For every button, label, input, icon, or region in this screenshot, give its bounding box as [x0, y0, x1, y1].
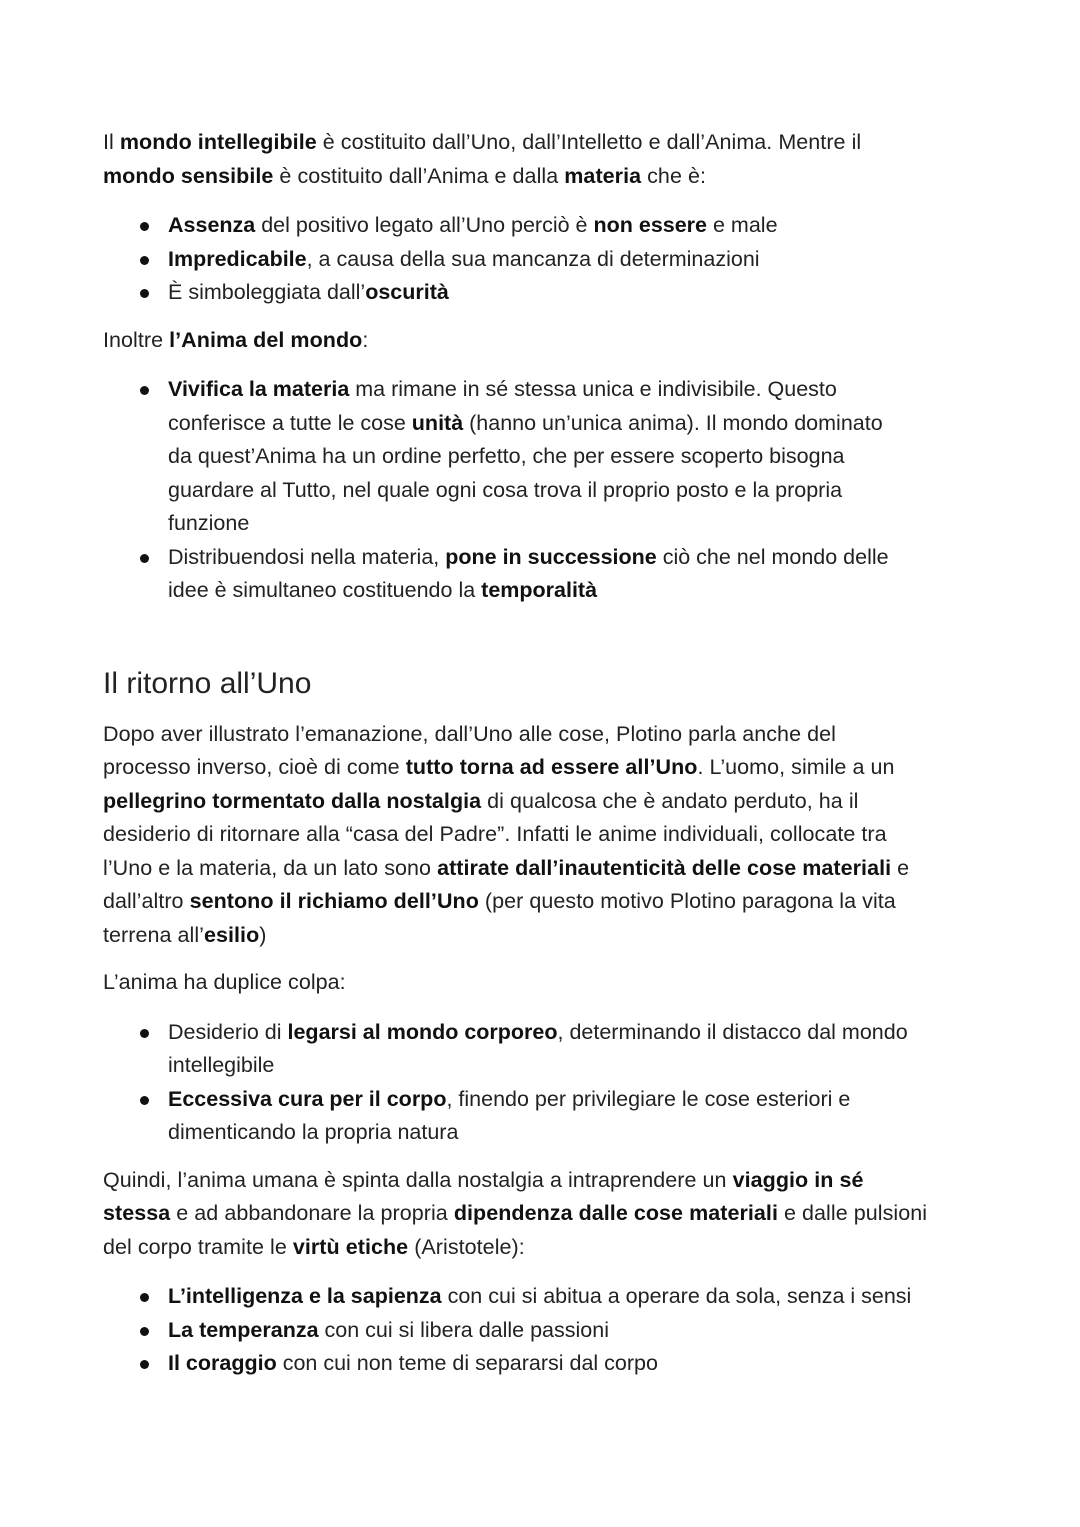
bold-text: unità: [411, 410, 464, 435]
paragraph-viaggio-in-se-stessa: [103, 1164, 983, 1265]
paragraph-anima-del-mondo: [103, 324, 983, 358]
text-run: del corpo tramite le: [103, 1234, 293, 1259]
text-run: , determinando il distacco dal mondo: [557, 1019, 908, 1044]
text-run: idee è simultaneo costituendo la: [168, 578, 482, 602]
list-duplice-colpa: [103, 1016, 983, 1150]
bold-text: materia: [564, 163, 642, 188]
bold-text: Assenza: [168, 213, 256, 237]
paragraph-duplice-colpa: [103, 966, 983, 1000]
text-run: con cui si abitua a operare da sola, senza i sensi: [441, 1284, 912, 1308]
bold-text: dipendenza dalle cose materiali: [453, 1201, 778, 1225]
bold-text: Eccessiva cura per il corpo: [168, 1086, 447, 1111]
bold-text: tutto torna ad essere all’Uno: [405, 755, 698, 779]
bold-text: oscurità: [365, 280, 449, 304]
text-run: l’Uno e la materia, da un lato sono: [103, 855, 438, 880]
text-run: Desiderio di: [168, 1019, 288, 1044]
text-run: conferisce a tutte le cose: [168, 410, 412, 435]
text-run: , a causa della sua mancanza di determinazioni: [306, 246, 760, 271]
bold-text: La temperanza: [168, 1317, 319, 1342]
paragraph-ritorno-all-uno: [103, 718, 983, 953]
text-run: con cui non teme di separarsi dal corpo: [276, 1351, 658, 1375]
paragraph-mondo-intellegibile: [103, 126, 983, 193]
list-item: [103, 276, 983, 310]
bold-text: Impredicabile: [168, 246, 307, 271]
bold-text: mondo intellegibile: [119, 130, 317, 154]
text-run: L’anima ha duplice colpa:: [103, 970, 346, 994]
text-run: è costituito dall’Uno, dall’Intelletto e dall’Anima. Mentre il: [316, 130, 862, 154]
text-run: di qualcosa che è andato perduto, ha il: [481, 788, 859, 813]
list-item: [103, 373, 983, 541]
bullet-icon: [140, 1327, 149, 1336]
text-run: processo inverso, cioè di come: [103, 755, 406, 779]
bold-text: stessa: [103, 1201, 171, 1225]
list-item: [103, 1280, 983, 1314]
bold-text: Vivifica la materia: [168, 377, 350, 401]
bold-text: legarsi al mondo corporeo: [287, 1019, 558, 1044]
bullet-icon: [140, 386, 149, 395]
bullet-icon: [140, 222, 149, 231]
text-run: , finendo per privilegiare le cose esteriori e: [446, 1086, 851, 1111]
text-run: Quindi, l’anima umana è spinta dalla nostalgia a intraprendere un: [103, 1167, 733, 1192]
text-run: ma rimane in sé stessa unica e indivisibile. Questo: [349, 377, 837, 401]
text-run: intellegibile: [168, 1053, 275, 1077]
list-item: [103, 1016, 983, 1083]
bold-text: l’Anima del mondo: [169, 327, 363, 352]
bold-text: virtù etiche: [292, 1234, 409, 1259]
bullet-icon: [140, 256, 149, 265]
text-run: Distribuendosi nella materia,: [168, 544, 446, 569]
text-run: Dopo aver illustrato l’emanazione, dall’Uno alle cose, Plotino parla anche del: [103, 721, 836, 746]
bullet-icon: [140, 1096, 149, 1105]
bold-text: esilio: [203, 922, 260, 947]
list-item: [103, 541, 983, 608]
bold-text: pone in successione: [445, 544, 657, 569]
bullet-icon: [140, 1029, 149, 1038]
list-materia: [103, 209, 983, 310]
text-run: Inoltre: [103, 327, 170, 352]
list-anima-del-mondo: [103, 373, 983, 608]
list-item: [103, 1347, 983, 1381]
bullet-icon: [140, 289, 149, 298]
text-run: dall’altro: [103, 889, 190, 913]
text-run: Il: [103, 130, 120, 154]
text-run: dimenticando la propria natura: [168, 1120, 459, 1144]
list-virtu-etiche: [103, 1280, 983, 1381]
list-item: [103, 1083, 983, 1150]
text-run: (Aristotele):: [408, 1234, 525, 1259]
text-run: e male: [707, 213, 778, 237]
text-run: È simboleggiata dall’: [168, 280, 366, 304]
list-item: [103, 209, 983, 243]
bold-text: L’intelligenza e la sapienza: [168, 1284, 442, 1308]
text-run: :: [362, 327, 369, 352]
bullet-icon: [140, 1360, 149, 1369]
list-item: [103, 1314, 983, 1348]
text-run: ): [259, 922, 267, 947]
text-run: desiderio di ritornare alla “casa del Padre”. Infatti le anime individuali, collocate tra: [103, 822, 887, 846]
text-run: guardare al Tutto, nel quale ogni cosa trova il proprio posto e la propria: [168, 477, 843, 502]
bold-text: mondo sensibile: [103, 163, 274, 188]
document-page: [103, 126, 983, 1381]
bold-text: sentono il richiamo dell’Uno: [189, 889, 479, 913]
section-heading: Il ritorno all’Uno: [103, 666, 312, 700]
bold-text: attirate dall’inautenticità delle cose materiali: [437, 855, 892, 880]
text-run: ciò che nel mondo delle: [656, 544, 889, 569]
bold-text: non essere: [593, 213, 708, 237]
text-run: . L’uomo, simile a un: [697, 755, 895, 779]
bullet-icon: [140, 554, 149, 563]
bold-text: Il coraggio: [168, 1351, 277, 1375]
bullet-icon: [140, 1293, 149, 1302]
text-run: con cui si libera dalle passioni: [318, 1317, 609, 1342]
list-item: [103, 243, 983, 277]
text-run: (per questo motivo Plotino paragona la vita: [478, 889, 896, 913]
bold-text: pellegrino tormentato dalla nostalgia: [103, 788, 482, 813]
text-run: è costituito dall’Anima e dalla: [273, 163, 565, 188]
text-run: che è:: [641, 163, 707, 188]
text-run: (hanno un’unica anima). Il mondo dominato: [463, 410, 883, 435]
text-run: da quest’Anima ha un ordine perfetto, che per essere scoperto bisogna: [168, 444, 845, 468]
text-run: e ad abbandonare la propria: [170, 1201, 454, 1225]
text-run: e dalle pulsioni: [777, 1201, 928, 1225]
text-run: e: [891, 855, 910, 880]
bold-text: temporalità: [481, 578, 598, 602]
text-run: del positivo legato all’Uno perciò è: [255, 213, 594, 237]
text-run: terrena all’: [103, 922, 204, 947]
bold-text: viaggio in sé: [732, 1167, 864, 1192]
text-run: funzione: [168, 511, 250, 535]
